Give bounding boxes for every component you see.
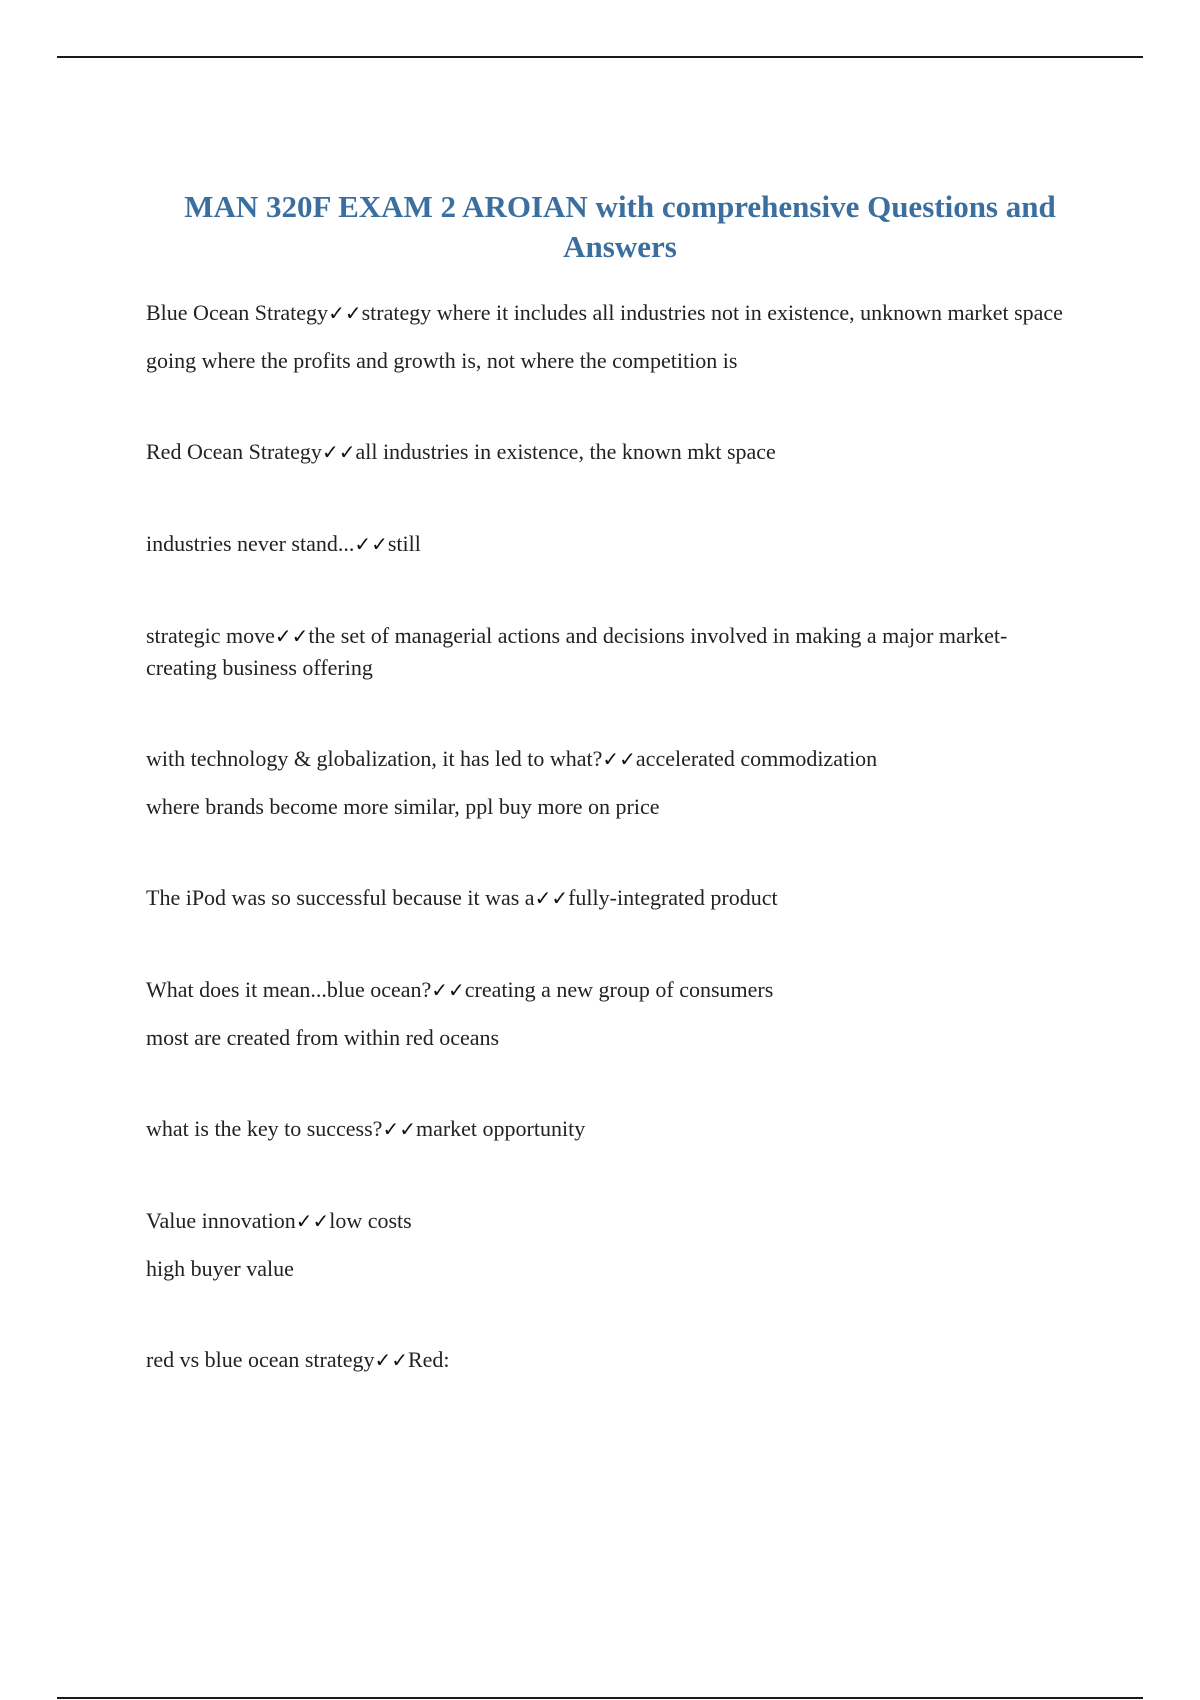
answer-note: going where the profits and growth is, not where the competition is (146, 348, 738, 373)
qa-item (146, 1113, 1066, 1145)
answer-text: market opportunity (415, 1116, 586, 1141)
answer-text: low costs (329, 1208, 412, 1233)
qa-item (146, 743, 1066, 822)
qa-line (146, 743, 1066, 775)
answer-text: Red: (407, 1347, 450, 1372)
checkmark-icon: ✓✓ (354, 532, 388, 556)
question-text: what is the key to success? (146, 1116, 383, 1141)
qa-line (146, 882, 1066, 914)
checkmark-icon: ✓✓ (328, 301, 362, 325)
checkmark-icon: ✓✓ (602, 747, 636, 771)
qa-item (146, 528, 1066, 560)
qa-line (146, 297, 1066, 329)
checkmark-icon: ✓✓ (534, 886, 569, 910)
qa-item (146, 620, 1066, 683)
checkmark-icon: ✓✓ (382, 1117, 416, 1141)
question-text: Red Ocean Strategy (146, 439, 322, 464)
question-text: with technology & globalization, it has led to what? (146, 746, 603, 771)
qa-line (146, 1205, 1066, 1237)
document-title: MAN 320F EXAM 2 AROIAN with comprehensive Questions and Answers (184, 188, 1056, 264)
qa-item (146, 882, 1066, 914)
qa-item (146, 436, 1066, 468)
answer-text: all industries in existence, the known mkt space (355, 439, 776, 464)
checkmark-icon: ✓✓ (295, 1209, 330, 1233)
answer-text: strategy where it includes all industries not in existence, unknown market space (361, 300, 1063, 325)
qa-list (146, 297, 1066, 1436)
answer-note: most are created from within red oceans (146, 1025, 500, 1050)
checkmark-icon: ✓✓ (274, 624, 309, 648)
qa-line (146, 1113, 1066, 1145)
answer-note: where brands become more similar, ppl buy more on price (146, 794, 660, 819)
question-text: What does it mean...blue ocean? (146, 977, 432, 1002)
checkmark-icon: ✓✓ (431, 978, 465, 1002)
qa-item (146, 974, 1066, 1053)
answer-text: creating a new group of consumers (464, 977, 774, 1002)
answer-text: still (387, 531, 421, 556)
qa-line (146, 1344, 1066, 1376)
answer-note: high buyer value (146, 1256, 294, 1281)
question-text: strategic move (146, 623, 275, 648)
header-rule (57, 56, 1143, 58)
checkmark-icon: ✓✓ (321, 440, 356, 464)
answer-text: accelerated commodization (635, 746, 878, 771)
qa-line (146, 528, 1066, 560)
question-text: Value innovation (146, 1208, 296, 1233)
qa-line (146, 436, 1066, 468)
answer-text: fully-integrated product (568, 885, 778, 910)
qa-item (146, 297, 1066, 376)
footer-rule (57, 1697, 1143, 1699)
question-text: industries never stand... (146, 531, 355, 556)
question-text: The iPod was so successful because it was a (146, 885, 535, 910)
qa-item (146, 1344, 1066, 1376)
question-text: Blue Ocean Strategy (146, 300, 329, 325)
qa-item (146, 1205, 1066, 1284)
answer-text: the set of managerial actions and decisions involved in making a major market-creating business offering (146, 623, 1008, 680)
qa-line (146, 974, 1066, 1006)
checkmark-icon: ✓✓ (374, 1348, 408, 1372)
question-text: red vs blue ocean strategy (146, 1347, 375, 1372)
qa-line (146, 620, 1066, 683)
